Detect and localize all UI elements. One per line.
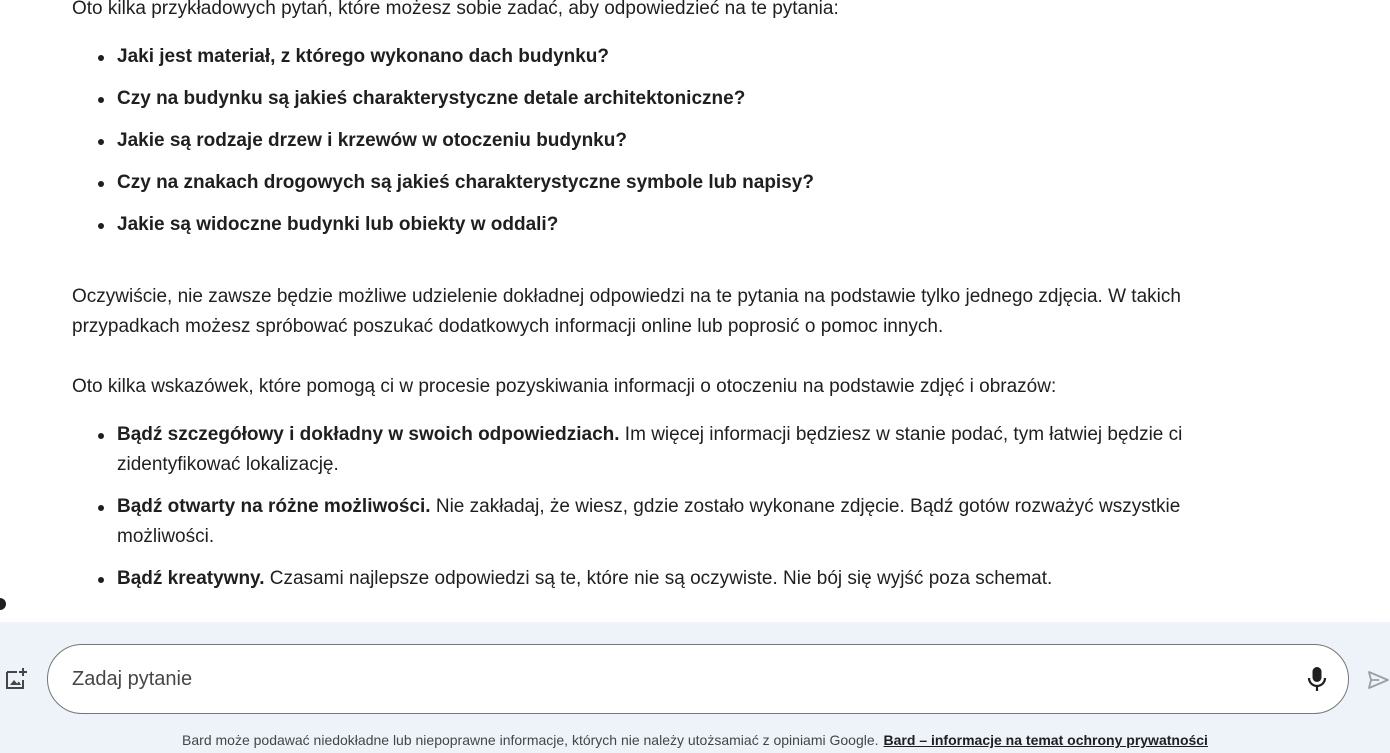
tip-item [117,564,1282,594]
tip-lead: Bądź kreatywny. [117,568,265,589]
prompt-input[interactable] [70,645,1274,714]
disclaimer-text: Bard może podawać niedokładne lub niepoprawne informacje, których nie należy utożsamiać z opiniami Google. [182,732,879,748]
response-content [72,0,1282,606]
tip-text: Czasami najlepsze odpowiedzi są te, które nie są oczywiste. Nie bój się wyjść poza schemat. [264,568,1053,589]
add-image-icon[interactable] [4,666,30,692]
tip-text: Im więcej informacji będziesz w stanie podać, tym łatwiej będzie ci zidentyfikować lokalizację. [117,424,1183,475]
response-paragraph-3: Oto kilka wskazówek, które pomogą ci w procesie pozyskiwania informacji o otoczeniu na podstawie zdjęć i obrazów: [72,376,1057,397]
prompt-bar [0,622,1390,753]
footer-disclaimer [0,732,1390,748]
question-item: Jakie są widoczne budynki lub obiekty w oddali? [117,210,1282,252]
tip-item [117,492,1282,552]
send-icon[interactable] [1366,668,1390,692]
question-item: Jakie są rodzaje drzew i krzewów w otoczeniu budynku? [117,126,1282,168]
question-item: Czy na budynku są jakieś charakterystyczne detale architektoniczne? [117,84,1282,126]
prompt-input-container[interactable] [47,644,1349,714]
questions-list [72,42,1282,252]
response-paragraph-2: Oczywiście, nie zawsze będzie możliwe udzielenie dokładnej odpowiedzi na te pytania na podstawie tylko jednego zdjęcia. W takich przypadkach możesz spróbować poszukać dodatkowych informacji online lub poprosić o pomoc innych. [72,286,1181,337]
microphone-icon[interactable] [1304,665,1330,693]
question-item: Jaki jest materiał, z którego wykonano dach budynku? [117,42,1282,84]
tip-text: Nie zakładaj, że wiesz, gdzie zostało wykonane zdjęcie. Bądź gotów rozważyć wszystkie możliwości. [117,496,1181,547]
tips-list [72,420,1282,594]
tip-item [117,420,1282,480]
tip-lead: Bądź otwarty na różne możliwości. [117,496,431,517]
scroll-indicator [0,598,6,610]
response-intro: Oto kilka przykładowych pytań, które możesz sobie zadać, aby odpowiedzieć na te pytania: [72,0,839,19]
question-item: Czy na znakach drogowych są jakieś charakterystyczne symbole lub napisy? [117,168,1282,210]
tip-lead: Bądź szczegółowy i dokładny w swoich odpowiedziach. [117,424,620,445]
privacy-link[interactable]: Bard – informacje na temat ochrony prywatności [883,732,1208,748]
